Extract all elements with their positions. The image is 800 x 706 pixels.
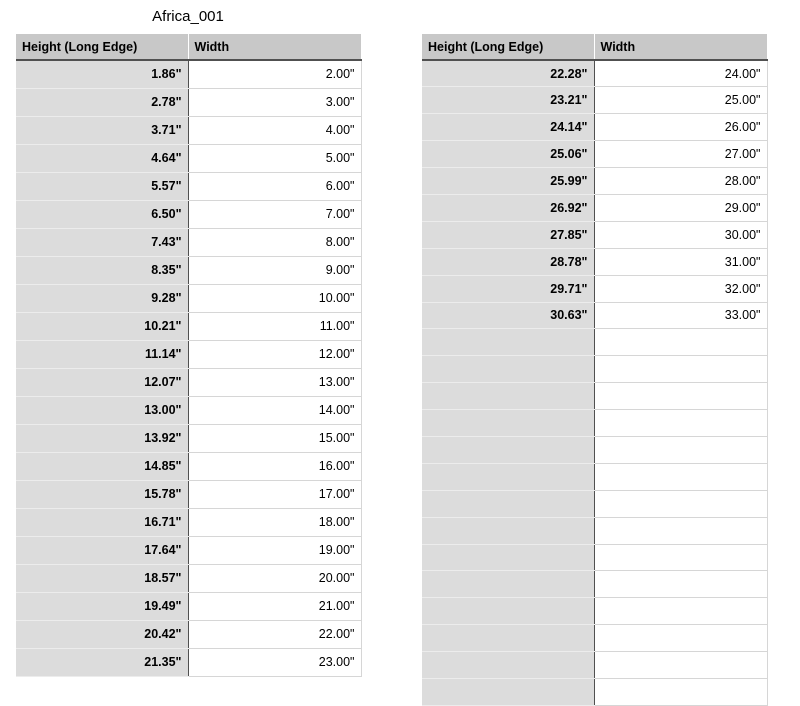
height-cell	[422, 436, 594, 463]
width-cell: 14.00"	[188, 396, 361, 424]
size-table-right	[422, 34, 768, 706]
height-cell: 28.78"	[422, 248, 594, 275]
table-row	[422, 275, 767, 302]
height-cell	[422, 544, 594, 571]
height-cell	[422, 517, 594, 544]
width-cell	[594, 329, 767, 356]
table-row	[16, 536, 361, 564]
width-cell: 9.00"	[188, 256, 361, 284]
height-cell: 18.57"	[16, 564, 188, 592]
table-row	[422, 436, 767, 463]
height-cell	[422, 383, 594, 410]
width-cell: 7.00"	[188, 200, 361, 228]
width-cell	[594, 356, 767, 383]
width-cell: 16.00"	[188, 452, 361, 480]
height-cell: 9.28"	[16, 284, 188, 312]
height-cell: 11.14"	[16, 340, 188, 368]
table-row	[422, 544, 767, 571]
column-header-height: Height (Long Edge)	[422, 34, 594, 60]
table-row	[422, 410, 767, 437]
width-cell: 33.00"	[594, 302, 767, 329]
table-row	[422, 87, 767, 114]
width-cell: 26.00"	[594, 114, 767, 141]
table-row	[16, 88, 361, 116]
height-cell: 22.28"	[422, 60, 594, 87]
table-row	[16, 564, 361, 592]
height-cell	[422, 625, 594, 652]
height-cell: 24.14"	[422, 114, 594, 141]
table-row	[422, 463, 767, 490]
height-cell: 5.57"	[16, 172, 188, 200]
width-cell: 11.00"	[188, 312, 361, 340]
height-cell: 15.78"	[16, 480, 188, 508]
height-cell: 19.49"	[16, 592, 188, 620]
width-cell	[594, 436, 767, 463]
width-cell: 10.00"	[188, 284, 361, 312]
width-cell: 27.00"	[594, 141, 767, 168]
table-row	[422, 598, 767, 625]
table-row	[16, 508, 361, 536]
height-cell: 25.06"	[422, 141, 594, 168]
height-cell	[422, 678, 594, 705]
table-row	[422, 383, 767, 410]
height-cell	[422, 652, 594, 679]
table-header-row	[422, 34, 767, 60]
width-cell: 31.00"	[594, 248, 767, 275]
height-cell: 14.85"	[16, 452, 188, 480]
height-cell: 10.21"	[16, 312, 188, 340]
width-cell: 12.00"	[188, 340, 361, 368]
width-cell	[594, 652, 767, 679]
width-cell: 13.00"	[188, 368, 361, 396]
width-cell	[594, 678, 767, 705]
table-header-row	[16, 34, 361, 60]
width-cell: 28.00"	[594, 168, 767, 195]
table-row	[422, 329, 767, 356]
column-header-height: Height (Long Edge)	[16, 34, 188, 60]
height-cell: 27.85"	[422, 221, 594, 248]
height-cell: 16.71"	[16, 508, 188, 536]
table-row	[422, 678, 767, 705]
height-cell: 26.92"	[422, 194, 594, 221]
height-cell: 25.99"	[422, 168, 594, 195]
width-cell	[594, 544, 767, 571]
width-cell: 5.00"	[188, 144, 361, 172]
table-row	[16, 592, 361, 620]
table-row	[16, 284, 361, 312]
width-cell: 21.00"	[188, 592, 361, 620]
height-cell: 4.64"	[16, 144, 188, 172]
width-cell: 4.00"	[188, 116, 361, 144]
table-row	[16, 452, 361, 480]
size-table-left	[16, 34, 362, 677]
table-row	[16, 228, 361, 256]
width-cell: 19.00"	[188, 536, 361, 564]
width-cell: 20.00"	[188, 564, 361, 592]
width-cell: 18.00"	[188, 508, 361, 536]
height-cell	[422, 356, 594, 383]
table-row	[16, 116, 361, 144]
width-cell: 32.00"	[594, 275, 767, 302]
height-cell: 20.42"	[16, 620, 188, 648]
width-cell	[594, 463, 767, 490]
table-row	[422, 60, 767, 87]
height-cell: 1.86"	[16, 60, 188, 88]
width-cell: 22.00"	[188, 620, 361, 648]
width-cell	[594, 490, 767, 517]
width-cell	[594, 625, 767, 652]
width-cell: 2.00"	[188, 60, 361, 88]
width-cell: 23.00"	[188, 648, 361, 676]
table-row	[16, 340, 361, 368]
width-cell: 30.00"	[594, 221, 767, 248]
height-cell: 2.78"	[16, 88, 188, 116]
table-row	[422, 248, 767, 275]
height-cell	[422, 463, 594, 490]
table-row	[422, 571, 767, 598]
table-row	[16, 620, 361, 648]
table-row	[16, 312, 361, 340]
height-cell: 21.35"	[16, 648, 188, 676]
table-row	[422, 221, 767, 248]
table-row	[16, 144, 361, 172]
table-row	[422, 652, 767, 679]
height-cell	[422, 329, 594, 356]
table-row	[16, 172, 361, 200]
height-cell	[422, 490, 594, 517]
width-cell: 17.00"	[188, 480, 361, 508]
table-row	[422, 168, 767, 195]
height-cell: 13.92"	[16, 424, 188, 452]
height-cell	[422, 571, 594, 598]
table-row	[422, 625, 767, 652]
height-cell: 13.00"	[16, 396, 188, 424]
width-cell	[594, 383, 767, 410]
height-cell: 17.64"	[16, 536, 188, 564]
height-cell: 30.63"	[422, 302, 594, 329]
table-row	[16, 648, 361, 676]
height-cell	[422, 410, 594, 437]
width-cell: 8.00"	[188, 228, 361, 256]
width-cell: 3.00"	[188, 88, 361, 116]
height-cell: 3.71"	[16, 116, 188, 144]
width-cell	[594, 598, 767, 625]
height-cell: 12.07"	[16, 368, 188, 396]
table-row	[16, 256, 361, 284]
height-cell	[422, 598, 594, 625]
width-cell: 6.00"	[188, 172, 361, 200]
table-row	[16, 368, 361, 396]
table-row	[16, 200, 361, 228]
table-row	[422, 114, 767, 141]
height-cell: 6.50"	[16, 200, 188, 228]
width-cell: 15.00"	[188, 424, 361, 452]
column-header-width: Width	[188, 34, 361, 60]
height-cell: 23.21"	[422, 87, 594, 114]
width-cell: 25.00"	[594, 87, 767, 114]
table-row	[16, 480, 361, 508]
width-cell	[594, 571, 767, 598]
height-cell: 8.35"	[16, 256, 188, 284]
table-row	[16, 60, 361, 88]
page-title: Africa_001	[152, 8, 224, 25]
table-row	[422, 490, 767, 517]
table-row	[422, 356, 767, 383]
table-row	[16, 424, 361, 452]
width-cell: 29.00"	[594, 194, 767, 221]
column-header-width: Width	[594, 34, 767, 60]
table-row	[16, 396, 361, 424]
height-cell: 7.43"	[16, 228, 188, 256]
table-row	[422, 302, 767, 329]
table-row	[422, 194, 767, 221]
width-cell: 24.00"	[594, 60, 767, 87]
width-cell	[594, 517, 767, 544]
table-row	[422, 517, 767, 544]
width-cell	[594, 410, 767, 437]
table-row	[422, 141, 767, 168]
height-cell: 29.71"	[422, 275, 594, 302]
